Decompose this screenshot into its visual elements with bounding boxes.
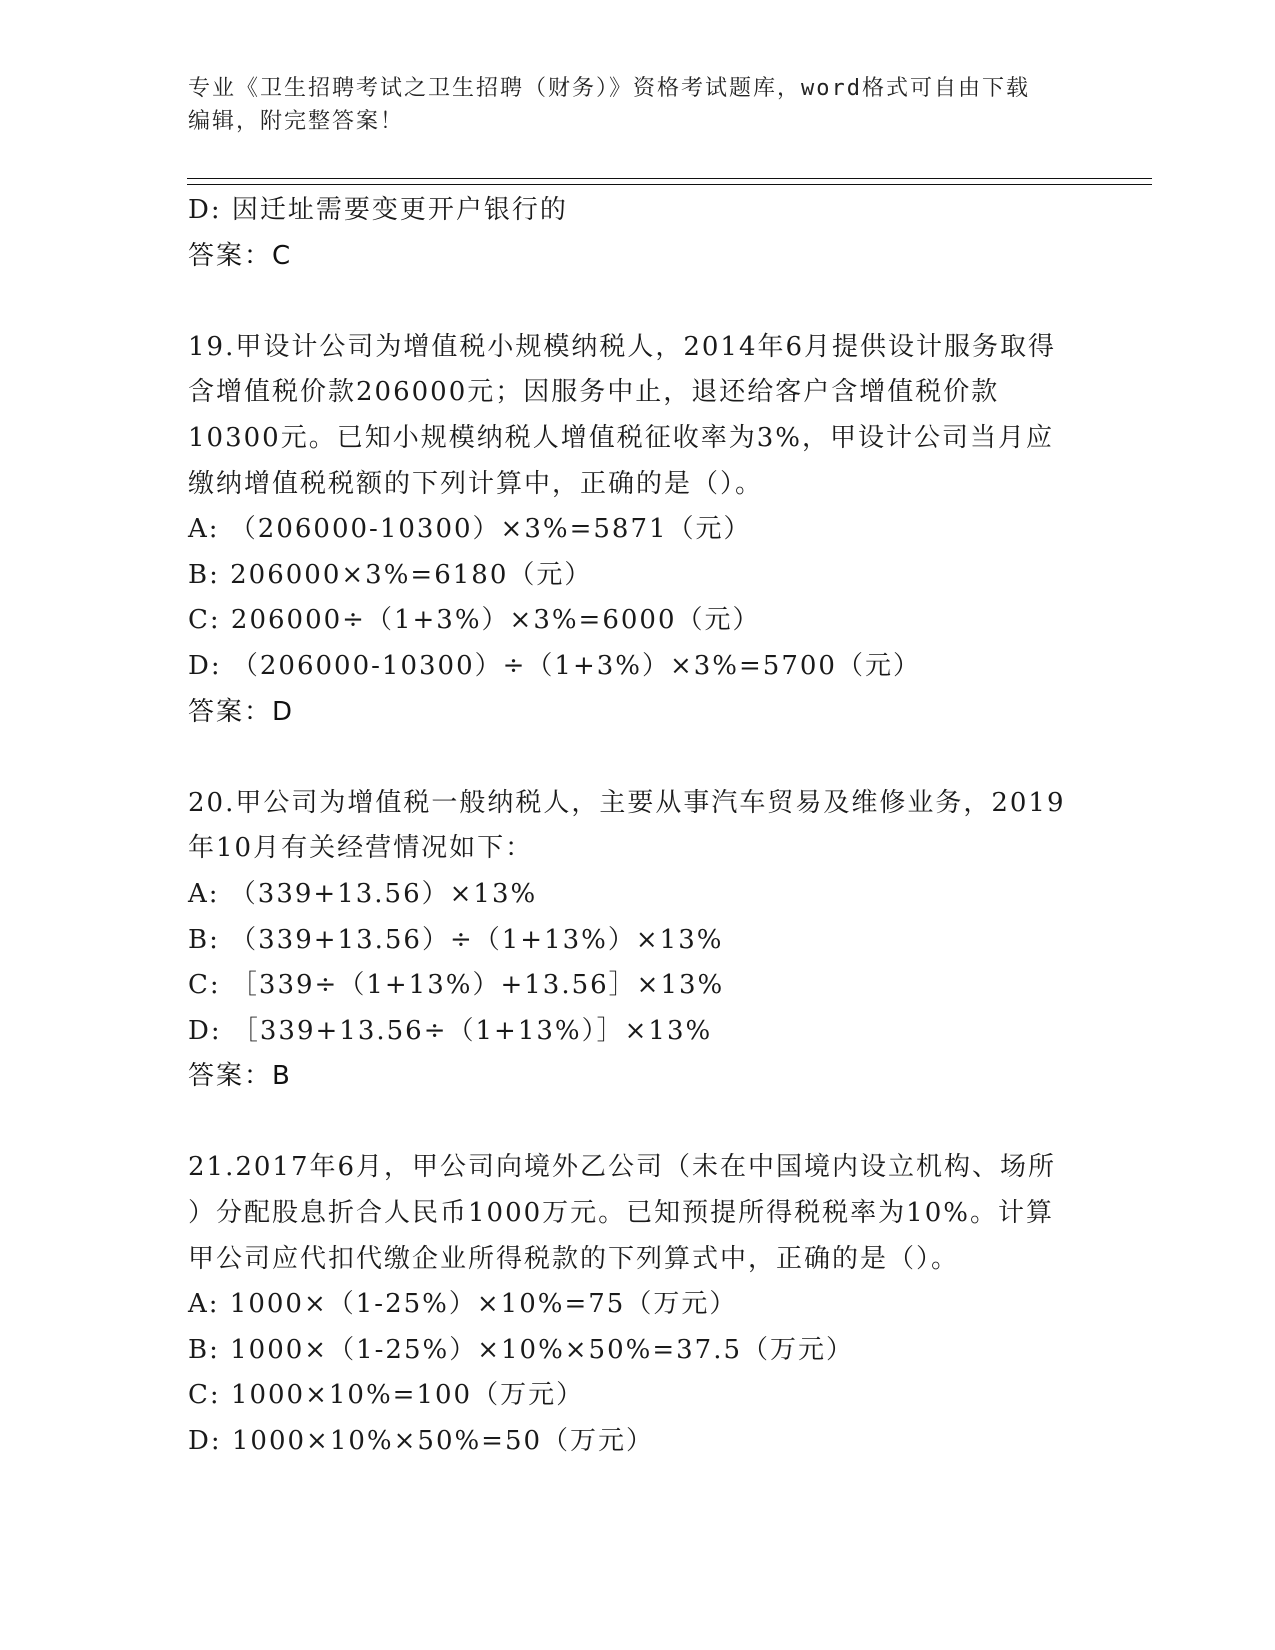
q20-stem-line: 20.甲公司为增值税一般纳税人，主要从事汽车贸易及维修业务，2019 (188, 787, 1066, 818)
question-19 (188, 325, 1088, 735)
question-content (188, 188, 1088, 1465)
q19-option-c: C: 206000÷（1+3%）×3%=6000（元） (188, 605, 761, 636)
q21-option-d: D: 1000×10%×50%=50（万元） (188, 1426, 655, 1457)
header-line-1: 专业《卫生招聘考试之卫生招聘（财务）》资格考试题库，word格式可自由下载 (188, 76, 1030, 101)
q19-answer: 答案：D (188, 696, 295, 727)
q20-answer: 答案：B (188, 1061, 292, 1092)
q21-option-c: C: 1000×10%=100（万元） (188, 1380, 585, 1411)
spacer (188, 1100, 1088, 1146)
q21-option-b: B: 1000×（1-25%）×10%×50%=37.5（万元） (188, 1334, 855, 1365)
document-header (188, 72, 1088, 138)
q19-stem-line: 19.甲设计公司为增值税小规模纳税人，2014年6月提供设计服务取得 (188, 331, 1057, 362)
q19-stem-line: 缴纳增值税税额的下列计算中，正确的是（）。 (188, 468, 764, 499)
spacer (188, 279, 1088, 325)
q20-option-c: C: ［339÷（1+13%）+13.56］×13% (188, 970, 725, 1001)
prev-answer: 答案：C (188, 240, 293, 271)
q21-option-a: A: 1000×（1-25%）×10%=75（万元） (188, 1289, 738, 1320)
spacer (188, 735, 1088, 781)
q19-option-a: A: （206000-10300）×3%=5871（元） (188, 514, 752, 545)
q19-option-b: B: 206000×3%=6180（元） (188, 559, 593, 590)
q19-stem-line: 10300元。已知小规模纳税人增值税征收率为3%，甲设计公司当月应 (188, 422, 1054, 453)
q21-stem-line: 甲公司应代扣代缴企业所得税款的下列算式中，正确的是（）。 (188, 1243, 960, 1274)
q19-option-d: D: （206000-10300）÷（1+3%）×3%=5700（元） (188, 650, 921, 681)
q20-option-d: D: ［339+13.56÷（1+13%）］×13% (188, 1015, 713, 1046)
q21-stem-line: ）分配股息折合人民币1000万元。已知预提所得税税率为10%。计算 (188, 1198, 1054, 1229)
q21-stem-line: 21.2017年6月，甲公司向境外乙公司（未在中国境内设立机构、场所 (188, 1152, 1057, 1183)
q20-option-b: B: （339+13.56）÷（1+13%）×13% (188, 924, 724, 955)
q20-stem-line: 年10月有关经营情况如下： (188, 833, 534, 864)
question-21 (188, 1145, 1088, 1464)
header-line-2: 编辑，附完整答案！ (188, 109, 405, 134)
q20-option-a: A: （339+13.56）×13% (188, 878, 538, 909)
q19-stem-line: 含增值税价款206000元；因服务中止，退还给客户含增值税价款 (188, 377, 1000, 408)
header-divider-top (187, 178, 1152, 179)
prev-option-d: D: 因迁址需要变更开户银行的 (188, 195, 568, 225)
header-divider-bottom (187, 184, 1152, 185)
question-20 (188, 781, 1088, 1100)
